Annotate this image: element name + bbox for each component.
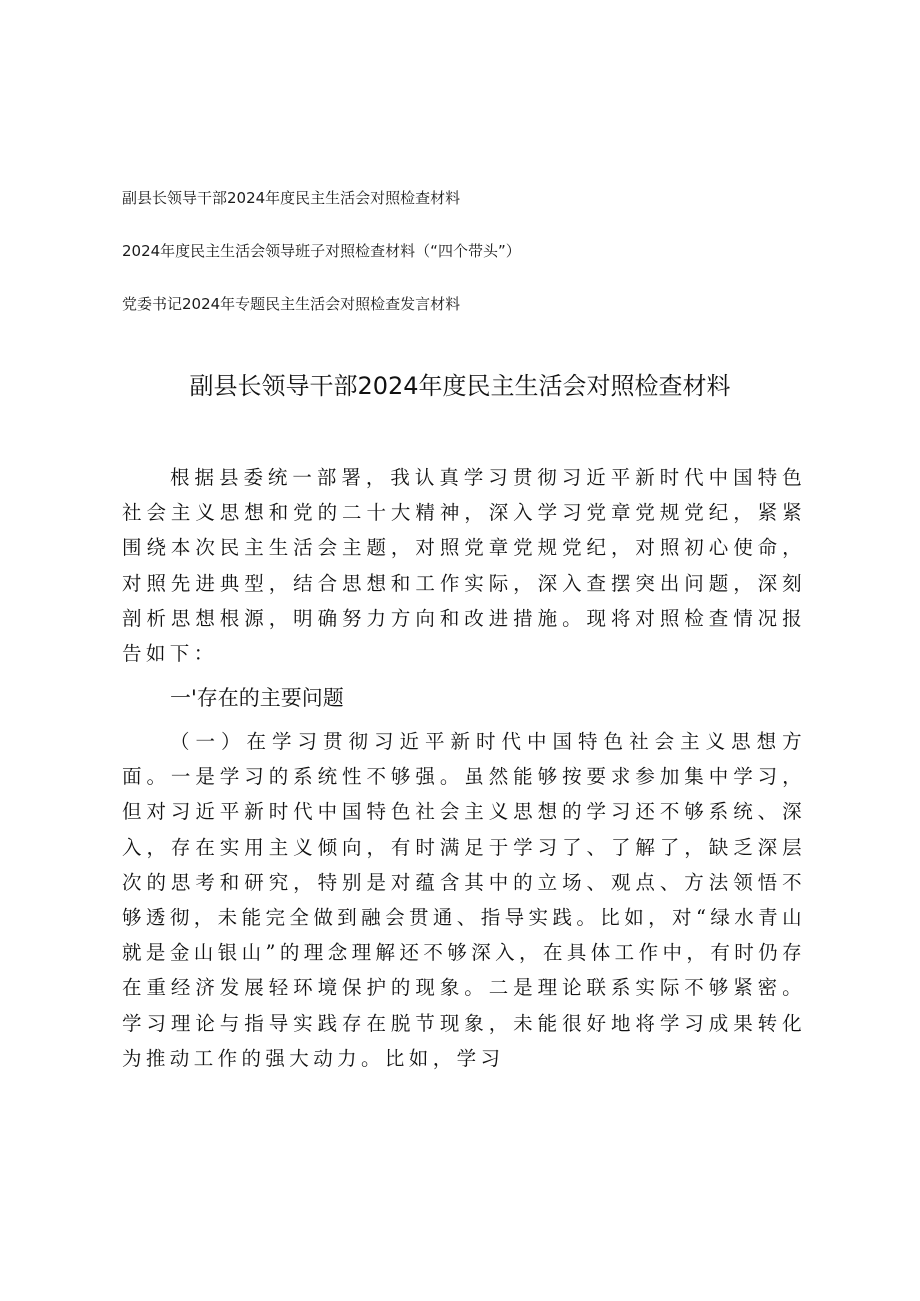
related-document-title: 2024年度民主生活会领导班子对照检查材料（“四个带头”） <box>122 242 521 260</box>
body-paragraph: （一）在学习贯彻习近平新时代中国特色社会主义思想方面。一是学习的系统性不够强。虽然能够按要求参加集中学习，但对习近平新时代中国特色社会主义思想的学习还不够系统、深入，存在实用主义倾向，有时满足于学习了、了解了，缺乏深层次的思考和研究，特别是对蕴含其中的立场、观点、方法领悟不够透彻，未能完全做到融会贯通、指导实践。比如，对“绿水青山就是金山银山”的理念理解还不够深入，在具体工作中，有时仍存在重经济发展轻环境保护的现象。二是理论联系实际不够紧密。学习理论与指导实践存在脱节现象，未能很好地将学习成果转化为推动工作的强大动力。比如，学习 <box>122 730 806 1070</box>
related-document-title: 副县长领导干部2024年度民主生活会对照检查材料 <box>122 189 461 207</box>
related-document-title: 党委书记2024年专题民主生活会对照检查发言材料 <box>122 295 461 313</box>
related-documents-list <box>122 188 822 347</box>
intro-paragraph: 根据县委统一部署，我认真学习贯彻习近平新时代中国特色社会主义思想和党的二十大精神，深入学习党章党规党纪，紧紧围绕本次民主生活会主题，对照党章党规党纪，对照初心使命，对照先进典型，结合思想和工作实际，深入查摆突出问题，深刻剖析思想根源，明确努力方向和改进措施。现将对照检查情况报告如下： <box>122 466 806 666</box>
section-heading: 一'存在的主要问题 <box>170 686 344 710</box>
document-title: 副县长领导干部2024年度民主生活会对照检查材料 <box>189 372 731 400</box>
